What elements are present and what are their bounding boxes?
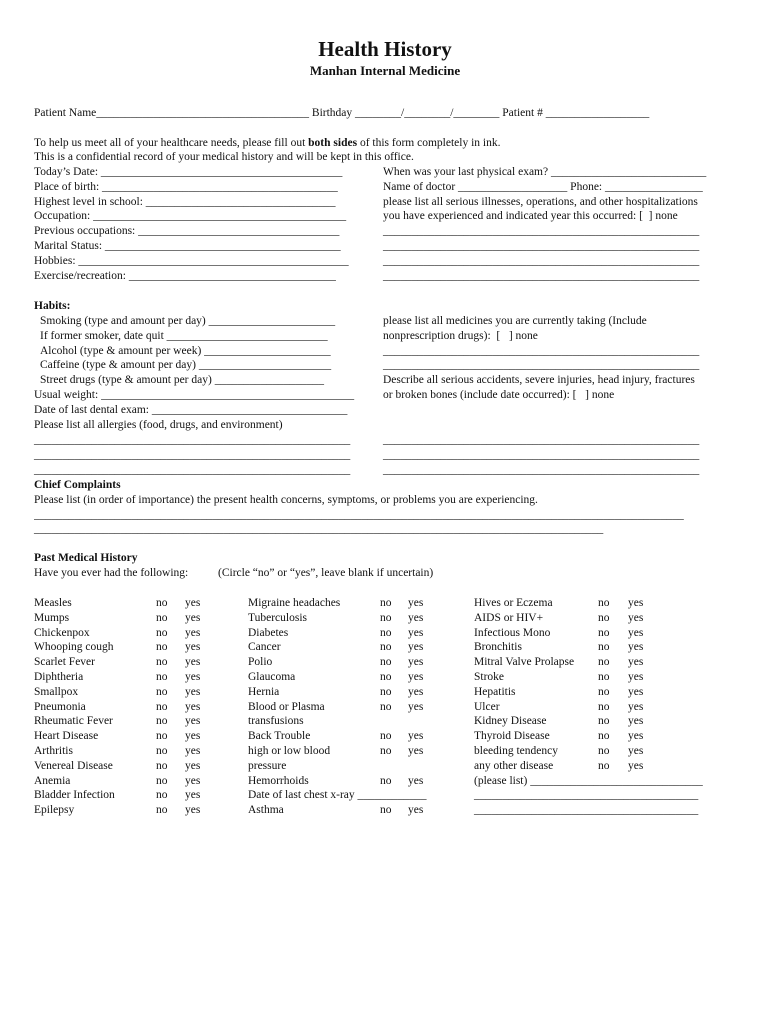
no-option[interactable]: no <box>380 774 392 787</box>
illnesses-line[interactable]: _______________________________________________________ <box>383 239 700 252</box>
condition-label: Hemorrhoids <box>248 774 309 787</box>
condition-label: Back Trouble <box>248 730 311 743</box>
condition-label: Heart Disease <box>34 730 99 743</box>
accidents-line[interactable]: _______________________________________________________ <box>383 463 700 476</box>
accidents-none-option[interactable]: or broken bones (include date occurred): [ ] none <box>383 388 615 401</box>
no-option[interactable]: no <box>156 671 168 683</box>
no-option[interactable]: no <box>380 804 392 817</box>
form-title: Health History <box>318 37 452 61</box>
smoking-field[interactable]: Smoking (type and amount per day) ______________________ <box>40 315 336 327</box>
intro-line-2: This is a confidential record of your medical history and will be kept in this office. <box>34 151 414 163</box>
no-option[interactable]: no <box>156 641 168 654</box>
medicines-line[interactable]: _______________________________________________________ <box>383 359 700 372</box>
yes-option[interactable]: yes <box>185 730 201 743</box>
condition-label: Polio <box>248 656 273 669</box>
condition-label: Arthritis <box>34 745 73 757</box>
no-option[interactable]: no <box>598 759 610 772</box>
condition-label: Cancer <box>248 641 281 654</box>
no-option[interactable]: no <box>156 774 168 787</box>
condition-label: Hepatitis <box>474 685 516 698</box>
condition-label: Asthma <box>248 804 284 817</box>
marital-status-field[interactable]: Marital Status: _________________________________________ <box>34 239 341 252</box>
no-option[interactable]: no <box>380 730 392 743</box>
yes-option[interactable]: yes <box>628 685 644 698</box>
yes-option[interactable]: yes <box>408 626 424 639</box>
no-option[interactable]: no <box>156 730 168 743</box>
condition-label: Hernia <box>248 685 280 698</box>
medicines-section <box>383 314 699 403</box>
illnesses-label: please list all serious illnesses, operations, and other hospitalizations <box>383 195 698 208</box>
yes-option[interactable]: yes <box>628 715 644 728</box>
no-option[interactable]: no <box>380 700 392 713</box>
yes-option[interactable]: yes <box>185 759 201 772</box>
yes-option[interactable]: yes <box>185 597 201 609</box>
habits-list <box>40 314 335 388</box>
yes-option[interactable]: yes <box>408 700 424 713</box>
medicines-label: please list all medicines you are currently taking (Include <box>383 315 647 327</box>
yes-option[interactable]: yes <box>408 774 424 787</box>
condition-label: Smallpox <box>34 685 79 698</box>
allergies-label: Please list all allergies (food, drugs, and environment) <box>34 418 283 431</box>
pmh-heading: Past Medical History <box>34 552 138 564</box>
condition-label: AIDS or HIV+ <box>474 611 544 624</box>
yes-option[interactable]: yes <box>628 626 644 639</box>
condition-label[interactable]: (please list) ______________________________ <box>474 774 703 787</box>
allergy-line[interactable]: _______________________________________________________ <box>34 448 351 461</box>
no-option[interactable]: no <box>380 685 392 698</box>
condition-label: Anemia <box>34 774 71 787</box>
yes-option[interactable]: yes <box>185 789 201 802</box>
no-option[interactable]: no <box>156 700 168 713</box>
last-physical-field[interactable]: When was your last physical exam? ___________________________ <box>383 166 707 178</box>
yes-option[interactable]: yes <box>185 641 201 654</box>
condition-label: pressure <box>248 759 287 772</box>
habits-extra <box>34 388 354 432</box>
allergy-line[interactable]: _______________________________________________________ <box>34 434 351 446</box>
yes-option[interactable]: yes <box>185 626 201 639</box>
yes-option[interactable]: yes <box>628 611 644 624</box>
condition-label: Scarlet Fever <box>34 656 95 669</box>
yes-option[interactable]: yes <box>628 745 644 757</box>
doctor-phone-field[interactable]: Name of doctor ___________________ Phone: _________________ <box>383 180 703 193</box>
yes-option[interactable]: yes <box>628 641 644 654</box>
no-option[interactable]: no <box>598 671 610 683</box>
pmh-prompt: Have you ever had the following: <box>34 567 189 579</box>
illnesses-line[interactable]: _______________________________________________________ <box>383 269 700 282</box>
occupation-field[interactable]: Occupation: ____________________________________________ <box>34 210 347 223</box>
condition-label[interactable]: Date of last chest x-ray ____________ <box>248 789 427 802</box>
condition-label: Diabetes <box>248 626 289 639</box>
condition-label: Measles <box>34 597 72 609</box>
no-option[interactable]: no <box>156 759 168 772</box>
no-option[interactable]: no <box>156 804 168 817</box>
no-option[interactable]: no <box>380 671 392 683</box>
condition-label: Rheumatic Fever <box>34 715 113 728</box>
yes-option[interactable]: yes <box>408 804 424 817</box>
no-option[interactable]: no <box>598 715 610 728</box>
no-option[interactable]: no <box>380 611 392 624</box>
intro-line-1 <box>34 136 500 150</box>
condition-label: high or low blood <box>248 745 331 757</box>
condition-label: Glaucoma <box>248 671 296 683</box>
yes-option[interactable]: yes <box>628 656 644 669</box>
accidents-label: Describe all serious accidents, severe injuries, head injury, fractures <box>383 374 695 387</box>
no-option[interactable]: no <box>598 641 610 654</box>
intro-text: To help us meet all of your healthcare needs, please fill out <box>34 137 309 149</box>
no-option[interactable]: no <box>598 745 610 757</box>
condition-label: Venereal Disease <box>34 759 113 772</box>
condition-label: Ulcer <box>474 700 500 713</box>
physician-fields <box>383 165 706 283</box>
illnesses-line[interactable]: _______________________________________________________ <box>383 254 700 267</box>
condition-label: Hives or Eczema <box>474 597 553 609</box>
dental-exam-field[interactable]: Date of last dental exam: __________________________________ <box>34 403 348 416</box>
habits-heading: Habits: <box>34 300 71 312</box>
yes-option[interactable]: yes <box>408 745 424 757</box>
yes-option[interactable]: yes <box>185 715 201 728</box>
condition-label: Mumps <box>34 611 70 624</box>
condition-label: Blood or Plasma <box>248 700 325 713</box>
no-option[interactable]: no <box>598 700 610 713</box>
condition-label: Whooping cough <box>34 641 114 654</box>
no-option[interactable]: no <box>156 611 168 624</box>
condition-label: Kidney Disease <box>474 715 547 728</box>
yes-option[interactable]: yes <box>408 641 424 654</box>
illnesses-line[interactable]: _______________________________________________________ <box>383 225 700 238</box>
former-smoker-field[interactable]: If former smoker, date quit ____________________________ <box>40 329 328 342</box>
personal-fields <box>34 165 349 283</box>
no-option[interactable]: no <box>598 626 610 639</box>
chief-complaints-heading: Chief Complaints <box>34 479 121 491</box>
allergies-lines <box>34 433 350 477</box>
condition-label: Migraine headaches <box>248 597 341 609</box>
no-option[interactable]: no <box>156 597 168 609</box>
yes-option[interactable]: yes <box>408 685 424 698</box>
intro-text-end: of this form completely in ink. <box>357 137 501 149</box>
yes-option[interactable]: yes <box>408 597 424 609</box>
yes-option[interactable]: yes <box>185 611 201 624</box>
todays-date-field[interactable]: Today’s Date: __________________________________________ <box>34 166 343 178</box>
condition-label: Pneumonia <box>34 700 86 713</box>
yes-option[interactable]: yes <box>408 671 424 683</box>
yes-option[interactable]: yes <box>628 597 644 609</box>
no-option[interactable]: no <box>156 715 168 728</box>
patient-info-line[interactable]: Patient Name_____________________________________ Birthday ________/________/________ Patient # __________________ <box>34 107 650 119</box>
yes-option[interactable]: yes <box>628 671 644 683</box>
yes-option[interactable]: yes <box>185 774 201 787</box>
no-option[interactable]: no <box>156 626 168 639</box>
condition-label: Chickenpox <box>34 626 90 639</box>
condition-label[interactable]: _______________________________________ <box>474 789 699 802</box>
condition-label: Mitral Valve Prolapse <box>474 656 575 669</box>
condition-label: Stroke <box>474 671 505 683</box>
accidents-lines <box>383 433 699 477</box>
no-option[interactable]: no <box>156 745 168 757</box>
no-option[interactable]: no <box>156 685 168 698</box>
yes-option[interactable]: yes <box>185 671 201 683</box>
no-option[interactable]: no <box>156 656 168 669</box>
place-of-birth-field[interactable]: Place of birth: _________________________________________ <box>34 180 338 193</box>
yes-option[interactable]: yes <box>185 745 201 757</box>
no-option[interactable]: no <box>598 685 610 698</box>
no-option[interactable]: no <box>380 745 392 757</box>
yes-option[interactable]: yes <box>408 611 424 624</box>
condition-label: Bladder Infection <box>34 789 115 802</box>
yes-option[interactable]: yes <box>408 730 424 743</box>
condition-label: Tuberculosis <box>248 611 307 624</box>
alcohol-field[interactable]: Alcohol (type & amount per week) ______________________ <box>40 344 331 357</box>
intro-emphasis: both sides <box>308 137 358 149</box>
yes-option[interactable]: yes <box>185 656 201 669</box>
school-level-field[interactable]: Highest level in school: _________________________________ <box>34 195 336 208</box>
no-option[interactable]: no <box>598 730 610 743</box>
no-option[interactable]: no <box>598 597 610 609</box>
yes-option[interactable]: yes <box>185 804 201 817</box>
condition-label: Bronchitis <box>474 641 522 654</box>
hobbies-field[interactable]: Hobbies: _______________________________________________ <box>34 254 349 267</box>
yes-option[interactable]: yes <box>185 700 201 713</box>
no-option[interactable]: no <box>156 789 168 802</box>
previous-occupations-field[interactable]: Previous occupations: ___________________________________ <box>34 225 340 238</box>
yes-option[interactable]: yes <box>628 700 644 713</box>
no-option[interactable]: no <box>598 611 610 624</box>
usual-weight-field[interactable]: Usual weight: ____________________________________________ <box>34 389 355 401</box>
allergy-line[interactable]: _______________________________________________________ <box>34 463 351 476</box>
condition-label: any other disease <box>474 759 554 772</box>
no-option[interactable]: no <box>380 597 392 609</box>
accidents-line[interactable]: _______________________________________________________ <box>383 434 700 446</box>
caffeine-field[interactable]: Caffeine (type & amount per day) _______________________ <box>40 359 332 372</box>
yes-option[interactable]: yes <box>628 759 644 772</box>
exercise-field[interactable]: Exercise/recreation: ____________________________________ <box>34 269 336 282</box>
pmh-instruction: (Circle “no” or “yes”, leave blank if uncertain) <box>218 567 434 579</box>
condition-label: Epilepsy <box>34 804 75 817</box>
no-option[interactable]: no <box>598 656 610 669</box>
illnesses-label-2[interactable]: you have experienced and indicated year this occurred: [ ] none <box>383 210 678 223</box>
condition-label: Diphtheria <box>34 671 84 683</box>
street-drugs-field[interactable]: Street drugs (type & amount per day) ___________________ <box>40 374 324 387</box>
no-option[interactable]: no <box>380 656 392 669</box>
chief-complaints-line[interactable]: _________________________________________________________________________________________________________________ <box>34 509 684 521</box>
medicines-none-option[interactable]: nonprescription drugs): [ ] none <box>383 329 538 342</box>
medicines-line[interactable]: _______________________________________________________ <box>383 344 700 357</box>
accidents-line[interactable]: _______________________________________________________ <box>383 448 700 461</box>
condition-label: bleeding tendency <box>474 745 558 757</box>
condition-label: Infectious Mono <box>474 626 551 639</box>
no-option[interactable]: no <box>380 641 392 654</box>
chief-complaints-line[interactable]: ___________________________________________________________________________________________________ <box>34 523 604 535</box>
yes-option[interactable]: yes <box>185 685 201 698</box>
condition-label[interactable]: _______________________________________ <box>474 804 699 817</box>
chief-complaints-instruction: Please list (in order of importance) the present health concerns, symptoms, or problems you are experiencing. <box>34 494 538 506</box>
condition-label: Thyroid Disease <box>474 730 550 743</box>
yes-option[interactable]: yes <box>628 730 644 743</box>
condition-label: transfusions <box>248 715 304 728</box>
yes-option[interactable]: yes <box>408 656 424 669</box>
practice-name: Manhan Internal Medicine <box>309 63 461 78</box>
no-option[interactable]: no <box>380 626 392 639</box>
